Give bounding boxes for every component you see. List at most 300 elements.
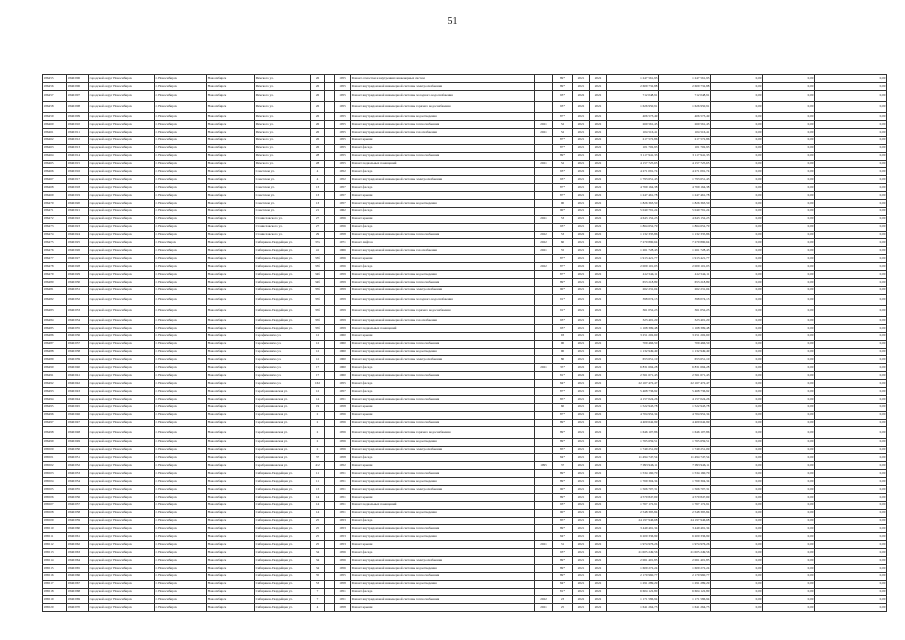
- table-cell: 84*: [553, 380, 573, 388]
- table-cell: 186501: [43, 454, 67, 462]
- table-cell: 0,00: [711, 388, 763, 396]
- table-cell: 2022: [590, 263, 607, 271]
- table-row: [43, 446, 887, 454]
- table-cell: 0,00: [815, 160, 887, 168]
- table-cell: [535, 403, 553, 411]
- table-cell: 0,00: [763, 596, 815, 604]
- table-cell: Новосибирск: [207, 348, 255, 356]
- table-cell: 0,00: [711, 255, 763, 263]
- table-cell: Ремонт крыши: [351, 136, 535, 144]
- table-cell: 2022: [590, 446, 607, 454]
- table-cell: 186506: [43, 493, 67, 501]
- table-cell: 26: [311, 75, 325, 83]
- table-cell: Ремонт внутридомовой инженерной системы горячего водоснабжения: [351, 427, 535, 438]
- table-cell: [535, 478, 553, 486]
- table-cell: [325, 454, 335, 462]
- table-cell: 89*: [553, 427, 573, 438]
- table-cell: 2021: [535, 247, 553, 255]
- table-cell: 0,00: [763, 604, 815, 612]
- table-cell: 2022: [590, 588, 607, 596]
- table-row: [43, 340, 887, 348]
- table-cell: городской округ Новосибирск: [89, 305, 155, 316]
- table-cell: 0,00: [763, 199, 815, 207]
- table-cell: Ремонт внутридомовой инженерной системы электроснабжения: [351, 82, 535, 90]
- table-cell: Новосибирск: [207, 176, 255, 184]
- table-cell: 2022: [590, 207, 607, 215]
- table-cell: 2021: [573, 419, 590, 427]
- table-cell: Сибиряков-Гвардейцев ул.: [255, 549, 311, 557]
- table-cell: 87*: [553, 388, 573, 396]
- table-cell: 0,00: [711, 403, 763, 411]
- table-cell: Серебренниковская ул.: [255, 419, 311, 427]
- table-row: [43, 517, 887, 525]
- table-cell: 1953: [335, 533, 351, 541]
- table-cell: 0,00: [711, 533, 763, 541]
- table-cell: 26: [311, 82, 325, 90]
- table-cell: [325, 427, 335, 438]
- table-cell: 2022: [590, 317, 607, 325]
- table-cell: 2022: [590, 470, 607, 478]
- table-cell: Новосибирск: [207, 144, 255, 152]
- table-cell: 22 167 472,47: [659, 380, 711, 388]
- table-cell: г. Новосибирск: [155, 525, 207, 533]
- table-cell: [325, 411, 335, 419]
- table-cell: 0,00: [815, 596, 887, 604]
- table-cell: городской округ Новосибирск: [89, 90, 155, 101]
- table-cell: 0,00: [763, 223, 815, 231]
- table-cell: 6 200 336,99: [607, 533, 659, 541]
- table-cell: 2021: [573, 332, 590, 340]
- table-cell: 0,00: [815, 128, 887, 136]
- table-cell: 1955: [335, 380, 351, 388]
- table-cell: 1955: [335, 128, 351, 136]
- table-cell: 1846/063: [67, 549, 89, 557]
- table-cell: 90: [553, 340, 573, 348]
- table-cell: 34: [311, 549, 325, 557]
- table-cell: 1 864 652,79: [607, 223, 659, 231]
- table-row: [43, 101, 887, 112]
- table-cell: 53: [311, 580, 325, 588]
- table-cell: 1846/040: [67, 364, 89, 372]
- table-cell: 3 449 491,34: [659, 525, 711, 533]
- table-cell: г. Новосибирск: [155, 549, 207, 557]
- table-cell: 186499: [43, 438, 67, 446]
- table-cell: [535, 557, 553, 565]
- table-cell: 2022: [573, 364, 590, 372]
- table-cell: 186485: [43, 324, 67, 332]
- table-cell: 0,00: [763, 525, 815, 533]
- table-cell: г. Новосибирск: [155, 192, 207, 200]
- table-cell: 81*: [553, 588, 573, 596]
- table-cell: 0,00: [763, 486, 815, 494]
- table-cell: 0,00: [763, 438, 815, 446]
- table-cell: Ремонт внутридомовой инженерной системы горячего водоснабжения: [351, 305, 535, 316]
- table-cell: Новосибирск: [207, 541, 255, 549]
- table-cell: городской округ Новосибирск: [89, 486, 155, 494]
- table-cell: 1959: [335, 324, 351, 332]
- table-cell: г. Новосибирск: [155, 478, 207, 486]
- table-row: [43, 136, 887, 144]
- table-cell: 1959: [335, 294, 351, 305]
- table-cell: Серебренниковская ул.: [255, 395, 311, 403]
- table-cell: 186498: [43, 427, 67, 438]
- table-cell: 1959: [335, 270, 351, 278]
- table-cell: Ремонт внутридомовой инженерной системы электроснабжения: [351, 557, 535, 565]
- table-cell: 0,00: [711, 270, 763, 278]
- table-cell: Новосибирск: [207, 493, 255, 501]
- table-cell: 34б: [311, 270, 325, 278]
- table-cell: 2022: [590, 82, 607, 90]
- table-cell: 0,00: [763, 470, 815, 478]
- table-cell: городской округ Новосибирск: [89, 82, 155, 90]
- table-cell: г. Новосибирск: [155, 395, 207, 403]
- table-cell: 1 626 950,91: [607, 101, 659, 112]
- table-cell: 2022: [590, 255, 607, 263]
- table-cell: 0,00: [815, 427, 887, 438]
- table-cell: 87*: [553, 113, 573, 121]
- table-cell: Сибиряков-Гвардейцев ул.: [255, 255, 311, 263]
- table-row: [43, 380, 887, 388]
- table-cell: 186466: [43, 168, 67, 176]
- table-cell: 1951: [335, 501, 351, 509]
- table-cell: 0,00: [763, 403, 815, 411]
- table-cell: 0,00: [763, 564, 815, 572]
- table-cell: 6 604 122,80: [607, 588, 659, 596]
- table-cell: 0,00: [711, 419, 763, 427]
- table-cell: Новосибирск: [207, 388, 255, 396]
- table-cell: г. Новосибирск: [155, 580, 207, 588]
- table-cell: [325, 317, 335, 325]
- table-cell: 3 117 941,33: [659, 152, 711, 160]
- table-cell: 0,00: [711, 239, 763, 247]
- table-cell: 2 609 732,88: [659, 82, 711, 90]
- table-cell: Советская ул.: [255, 207, 311, 215]
- table-cell: 0,00: [815, 572, 887, 580]
- table-cell: [325, 168, 335, 176]
- table-cell: 1 609 272,24: [659, 564, 711, 572]
- table-cell: [325, 549, 335, 557]
- table-cell: 0,00: [711, 160, 763, 168]
- table-cell: Ремонт внутридомовой инженерной системы теплоснабжения: [351, 372, 535, 380]
- table-cell: г. Новосибирск: [155, 356, 207, 364]
- table-cell: 0,00: [763, 388, 815, 396]
- table-cell: 4: [311, 176, 325, 184]
- table-cell: г. Новосибирск: [155, 247, 207, 255]
- table-cell: 2022: [573, 231, 590, 239]
- table-cell: [325, 239, 335, 247]
- table-cell: [535, 509, 553, 517]
- table-cell: Ремонт крыши: [351, 493, 535, 501]
- table-cell: 0,00: [815, 286, 887, 294]
- table-cell: 89*: [553, 75, 573, 83]
- table-cell: 0,00: [763, 101, 815, 112]
- table-cell: 653 651,10: [659, 356, 711, 364]
- table-cell: 2022: [573, 263, 590, 271]
- table-row: [43, 128, 887, 136]
- table-cell: 186490: [43, 364, 67, 372]
- table-cell: Новосибирск: [207, 411, 255, 419]
- table-cell: 2021: [573, 184, 590, 192]
- table-cell: 2021: [573, 588, 590, 596]
- table-cell: 1 769 304,34: [607, 478, 659, 486]
- table-cell: Ремонт внутридомовой инженерной системы теплоснабжения: [351, 231, 535, 239]
- table-cell: Советская ул.: [255, 184, 311, 192]
- table-cell: Ремонт крыши: [351, 541, 535, 549]
- table-cell: [325, 564, 335, 572]
- table-cell: г. Новосибирск: [155, 380, 207, 388]
- table-cell: 93: [553, 332, 573, 340]
- table-cell: 1846/059: [67, 517, 89, 525]
- table-cell: 0,00: [763, 541, 815, 549]
- table-cell: городской округ Новосибирск: [89, 317, 155, 325]
- table-cell: 21 605 249,56: [607, 549, 659, 557]
- table-cell: 1846/041: [67, 372, 89, 380]
- table-cell: 2022: [535, 263, 553, 271]
- table-cell: 2021: [573, 247, 590, 255]
- table-cell: 0,00: [815, 478, 887, 486]
- table-cell: 1956: [335, 549, 351, 557]
- table-cell: [535, 144, 553, 152]
- table-cell: [325, 372, 335, 380]
- table-cell: 186460: [43, 121, 67, 129]
- table-cell: Новосибирск: [207, 364, 255, 372]
- table-cell: 0,00: [711, 207, 763, 215]
- table-cell: Новосибирск: [207, 419, 255, 427]
- table-cell: 85*: [553, 517, 573, 525]
- table-cell: 0,00: [815, 255, 887, 263]
- table-cell: 186515: [43, 564, 67, 572]
- table-cell: 1846/042: [67, 380, 89, 388]
- table-cell: городской округ Новосибирск: [89, 588, 155, 596]
- table-cell: 1846/043: [67, 388, 89, 396]
- table-cell: 19: [311, 403, 325, 411]
- table-cell: 89*: [553, 493, 573, 501]
- table-cell: 35б: [311, 317, 325, 325]
- table-cell: 53: [553, 215, 573, 223]
- table-cell: 0,00: [763, 356, 815, 364]
- table-cell: Ремонт внутридомовой инженерной системы электроснабжения: [351, 176, 535, 184]
- table-cell: 1846/033: [67, 305, 89, 316]
- table-cell: 2022: [590, 184, 607, 192]
- table-cell: Серафимовича ул.: [255, 372, 311, 380]
- table-cell: 2021: [573, 278, 590, 286]
- table-cell: 186461: [43, 128, 67, 136]
- table-cell: Серафимовича ул.: [255, 356, 311, 364]
- table-cell: 1956: [335, 564, 351, 572]
- table-cell: Сибиряков-Гвардейцев ул.: [255, 294, 311, 305]
- table-cell: 0,00: [763, 278, 815, 286]
- table-cell: 1956: [335, 215, 351, 223]
- table-cell: 2022: [590, 340, 607, 348]
- table-cell: 0,00: [763, 144, 815, 152]
- table-cell: 2 061 401,85: [659, 557, 711, 565]
- table-cell: 84*: [553, 580, 573, 588]
- table-cell: [325, 462, 335, 470]
- table-cell: 1956: [335, 223, 351, 231]
- table-cell: 104 516,41: [659, 128, 711, 136]
- table-cell: Ремонт внутридомовой инженерной системы водоотведения: [351, 478, 535, 486]
- table-cell: 0,00: [711, 462, 763, 470]
- table-cell: [325, 278, 335, 286]
- table-cell: г. Новосибирск: [155, 207, 207, 215]
- table-cell: Ремонт внутридомовой инженерной системы теплоснабжения: [351, 596, 535, 604]
- table-cell: 2022: [590, 411, 607, 419]
- table-cell: 93*: [553, 501, 573, 509]
- table-cell: Ремонт внутридомовой инженерной системы водоотведения: [351, 533, 535, 541]
- table-cell: [535, 176, 553, 184]
- table-cell: [535, 223, 553, 231]
- table-cell: 2021: [573, 388, 590, 396]
- table-cell: Новосибирск: [207, 427, 255, 438]
- table-cell: городской округ Новосибирск: [89, 427, 155, 438]
- table-cell: 1 247 561,93: [607, 75, 659, 83]
- table-cell: 0,00: [763, 419, 815, 427]
- table-cell: 2021: [535, 364, 553, 372]
- table-cell: г. Новосибирск: [155, 263, 207, 271]
- table-cell: Советская ул.: [255, 168, 311, 176]
- table-cell: 186504: [43, 478, 67, 486]
- capital-repair-table: [42, 74, 887, 612]
- table-cell: Ремонт крыши: [351, 462, 535, 470]
- table-cell: Ремонт внутридомовой инженерной системы теплоснабжения: [351, 152, 535, 160]
- table-cell: г. Новосибирск: [155, 446, 207, 454]
- table-cell: 0,00: [763, 549, 815, 557]
- table-cell: г. Новосибирск: [155, 184, 207, 192]
- table-cell: 13: [311, 184, 325, 192]
- table-cell: Сибиряков-Гвардейцев ул.: [255, 324, 311, 332]
- table-cell: 2021: [573, 270, 590, 278]
- table-cell: 186497: [43, 419, 67, 427]
- table-cell: 0,00: [763, 533, 815, 541]
- table-cell: 0,00: [711, 294, 763, 305]
- table-cell: городской округ Новосибирск: [89, 128, 155, 136]
- table-cell: г. Новосибирск: [155, 348, 207, 356]
- table-cell: г. Новосибирск: [155, 270, 207, 278]
- table-cell: 0,00: [815, 278, 887, 286]
- table-cell: 0,00: [711, 427, 763, 438]
- table-cell: Ремонт фасада: [351, 588, 535, 596]
- table-cell: 1846/060: [67, 525, 89, 533]
- table-cell: 0,00: [711, 82, 763, 90]
- table-cell: 60: [553, 239, 573, 247]
- table-cell: Ремонт отмостки и внутренних инженерных систем: [351, 75, 535, 83]
- table-cell: 186507: [43, 501, 67, 509]
- table-cell: 25: [553, 604, 573, 612]
- table-row: [43, 356, 887, 364]
- table-cell: 1 247 461,78: [659, 192, 711, 200]
- table-cell: 2022: [590, 533, 607, 541]
- table-cell: 14: [311, 395, 325, 403]
- table-cell: 0,00: [711, 121, 763, 129]
- table-cell: 217 572,86: [659, 136, 711, 144]
- table-cell: 5 468 736,92: [607, 388, 659, 396]
- table-row: [43, 255, 887, 263]
- table-cell: Новосибирск: [207, 152, 255, 160]
- table-cell: 653 218,89: [659, 278, 711, 286]
- table-cell: 0,00: [815, 176, 887, 184]
- table-cell: 14: [311, 493, 325, 501]
- table-cell: Сибиряков-Гвардейцев ул.: [255, 564, 311, 572]
- table-cell: Серебренниковская ул.: [255, 403, 311, 411]
- table-cell: 2021: [573, 255, 590, 263]
- table-cell: 2022: [590, 223, 607, 231]
- table-cell: Сибиряков-Гвардейцев ул.: [255, 509, 311, 517]
- table-cell: 709 466,50: [607, 340, 659, 348]
- table-cell: 186456: [43, 82, 67, 90]
- table-cell: Новосибирск: [207, 184, 255, 192]
- table-cell: Новосибирск: [207, 509, 255, 517]
- table-cell: 1846/023: [67, 223, 89, 231]
- table-cell: г. Новосибирск: [155, 419, 207, 427]
- table-cell: Римского ул.: [255, 160, 311, 168]
- table-cell: [325, 286, 335, 294]
- table-cell: Новосибирск: [207, 286, 255, 294]
- table-cell: Новосибирск: [207, 75, 255, 83]
- table-cell: Новосибирск: [207, 192, 255, 200]
- table-cell: 2021: [573, 121, 590, 129]
- table-cell: 1846/069: [67, 596, 89, 604]
- table-cell: 0,00: [815, 380, 887, 388]
- table-cell: 0,00: [815, 411, 887, 419]
- table-cell: 2022: [590, 486, 607, 494]
- table-cell: городской округ Новосибирск: [89, 101, 155, 112]
- table-cell: 90*: [553, 509, 573, 517]
- table-cell: 1951: [335, 509, 351, 517]
- table-cell: Новосибирск: [207, 454, 255, 462]
- table-cell: 186481: [43, 286, 67, 294]
- table-cell: 2021: [573, 557, 590, 565]
- table-cell: г. Новосибирск: [155, 486, 207, 494]
- table-cell: 1956: [335, 411, 351, 419]
- table-cell: 0,00: [763, 517, 815, 525]
- table-cell: [535, 294, 553, 305]
- table-cell: Сибиряков-Гвардейцев ул.: [255, 278, 311, 286]
- table-cell: городской округ Новосибирск: [89, 152, 155, 160]
- table-cell: 93*: [553, 90, 573, 101]
- table-row: [43, 588, 887, 596]
- table-row: [43, 454, 887, 462]
- table-cell: 52: [553, 128, 573, 136]
- table-cell: 186513: [43, 549, 67, 557]
- table-cell: 11: [311, 478, 325, 486]
- table-cell: 1846/029: [67, 270, 89, 278]
- table-cell: 262 231,04: [659, 286, 711, 294]
- table-cell: 0,00: [711, 493, 763, 501]
- table-cell: 1846/013: [67, 144, 89, 152]
- table-cell: 1 132 335,86: [607, 231, 659, 239]
- table-cell: 2022: [590, 549, 607, 557]
- table-cell: Серебренниковская ул.: [255, 411, 311, 419]
- table-row: [43, 270, 887, 278]
- table-cell: Серафимовича ул.: [255, 364, 311, 372]
- table-cell: 406 573,49: [607, 113, 659, 121]
- table-cell: Ремонт фасада: [351, 144, 535, 152]
- table-cell: г. Новосибирск: [155, 470, 207, 478]
- table-cell: Новосибирск: [207, 580, 255, 588]
- table-cell: 1951: [335, 588, 351, 596]
- table-cell: 2021: [573, 486, 590, 494]
- table-cell: 2022: [590, 403, 607, 411]
- table-cell: 0,00: [711, 184, 763, 192]
- table-cell: 4 769 164,38: [659, 184, 711, 192]
- table-cell: 1846/012: [67, 136, 89, 144]
- table-cell: г. Новосибирск: [155, 604, 207, 612]
- table-cell: 22 167 472,47: [607, 380, 659, 388]
- table-cell: [325, 324, 335, 332]
- table-cell: 2021: [573, 207, 590, 215]
- table-cell: 1957: [335, 184, 351, 192]
- table-cell: городской округ Новосибирск: [89, 340, 155, 348]
